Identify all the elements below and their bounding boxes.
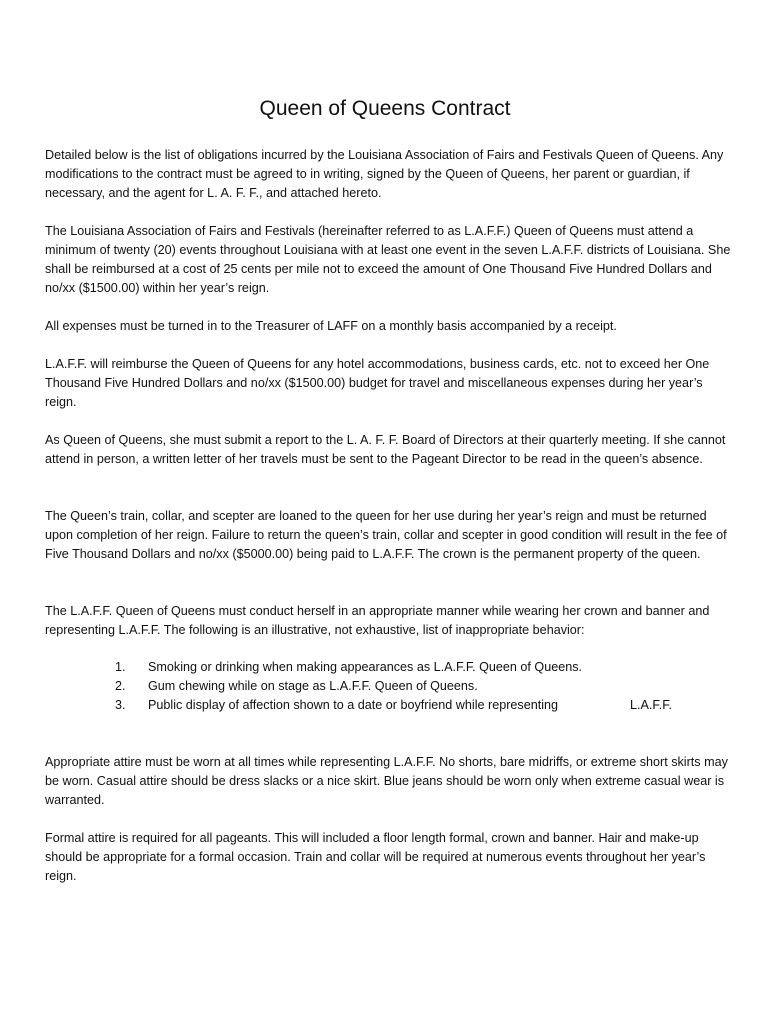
page-title: Queen of Queens Contract [259,97,511,120]
list-item-number: 3. [115,698,126,713]
list-item [45,658,735,677]
list-item [45,696,735,715]
paragraph-expenses: All expenses must be turned in to the Treasurer of LAFF on a monthly basis accompanied by a receipt. [45,319,617,333]
list-item-tail: L.A.F.F. [630,698,672,713]
list-item-number: 2. [115,679,126,694]
paragraph-events: The Louisiana Association of Fairs and Festivals (hereinafter referred to as L.A.F.F.) Queen of Queens must attend a minimum of twenty (20) events throughout Louisiana with at least one event in the seven L.A.F.F. districts of Louisiana. She shall be reimbursed at a cost of 25 cents per mile not to exceed the amount of One Thousand Five Hundred Dollars and no/xx ($1500.00) within her year’s reign. [45,224,731,296]
paragraph-reimbursement: L.A.F.F. will reimburse the Queen of Queens for any hotel accommodations, business cards, etc. not to exceed her One Thousand Five Hundred Dollars and no/xx ($1500.00) budget for travel and miscellaneous expenses during her year’s reign. [45,357,710,410]
inappropriate-behavior-list [45,658,735,715]
list-item-number: 1. [115,660,126,674]
list-item-text: Gum chewing while on stage as L.A.F.F. Queen of Queens. [148,679,478,694]
list-item-text: Public display of affection shown to a date or boyfriend while representing [148,698,559,713]
paragraph-report: As Queen of Queens, she must submit a report to the L. A. F. F. Board of Directors at their quarterly meeting. If she cannot attend in person, a written letter of her travels must be sent to the Pageant Director to be read in the queen’s absence. [45,433,726,467]
paragraph-attire: Appropriate attire must be worn at all times while representing L.A.F.F. No shorts, bare midriffs, or extreme short skirts may be worn. Casual attire should be dress slacks or a nice skirt. Blue jeans should be worn only when extreme casual wear is warranted. [45,755,728,808]
paragraph-conduct: The L.A.F.F. Queen of Queens must conduct herself in an appropriate manner while wearing her crown and banner and representing L.A.F.F. The following is an illustrative, not exhaustive, list of inappropriate behavior: [45,604,710,638]
list-item [45,677,735,696]
paragraph-regalia: The Queen’s train, collar, and scepter are loaned to the queen for her use during her year’s reign and must be returned upon completion of her reign. Failure to return the queen’s train, collar and scepter in good condition will result in the fee of Five Thousand Dollars and no/xx ($5000.00) being paid to L.A.F.F. The crown is the permanent property of the queen. [45,509,727,562]
paragraph-formal-attire: Formal attire is required for all pageants. This will included a floor length formal, crown and banner. Hair and make-up should be appropriate for a formal occasion. Train and collar will be required at numerous events throughout her year’s reign. [45,831,706,884]
paragraph-intro: Detailed below is the list of obligations incurred by the Louisiana Association of Fairs and Festivals Queen of Queens. Any modifications to the contract must be agreed to in writing, signed by the Queen of Queens, her parent or guardian, if necessary, and the agent for L. A. F. F., and attached hereto. [45,148,724,201]
list-item-text: Smoking or drinking when making appearances as L.A.F.F. Queen of Queens. [148,660,583,674]
